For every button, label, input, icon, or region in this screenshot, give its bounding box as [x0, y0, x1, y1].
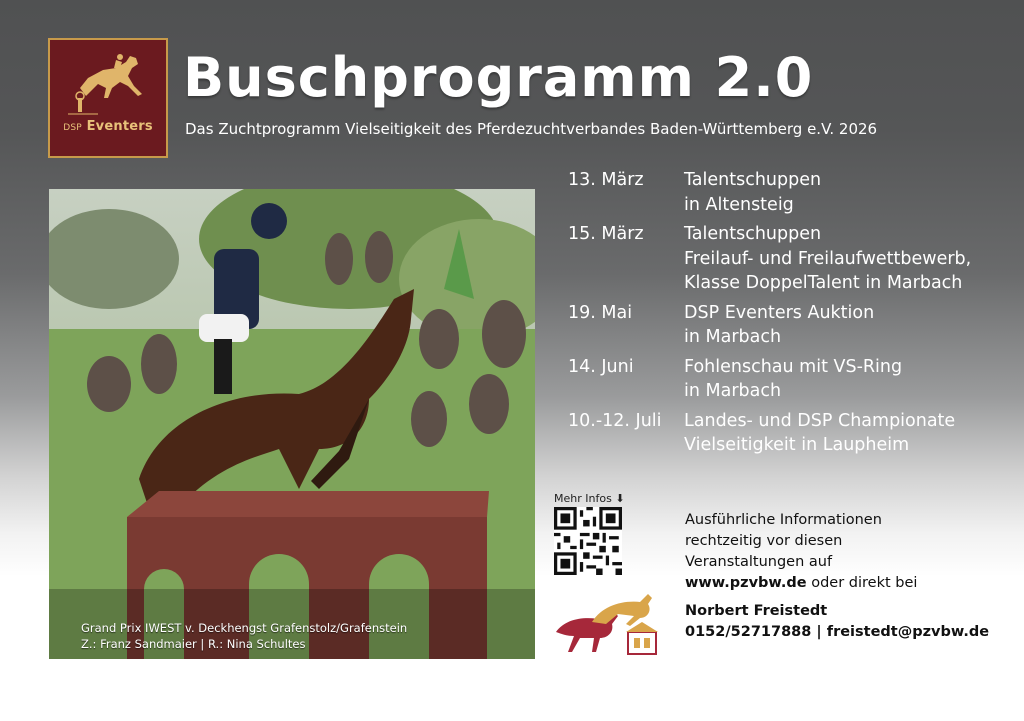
- event-item: [568, 355, 998, 404]
- horses-logo: [552, 592, 664, 662]
- page-title: Buschprogramm 2.0: [183, 46, 814, 109]
- info-line: Ausführliche Informationen: [685, 512, 882, 528]
- eventing-photo: [49, 189, 535, 659]
- caption-horse: Grand Prix IWEST v. Deckhengst Grafenstolz/Grafenstein: [81, 621, 408, 635]
- event-date: 10.-12. Juli: [568, 410, 662, 431]
- info-url-line: [685, 573, 917, 594]
- event-description: Fohlenschau mit VS-Ring in Marbach: [684, 356, 903, 401]
- dsp-eventers-logo: [48, 38, 168, 158]
- event-description: Landes- und DSP Championate Vielseitigkeit in Laupheim: [684, 410, 956, 455]
- horses-logo-icon: [552, 592, 664, 658]
- contact-name: Norbert Freistedt: [685, 603, 828, 619]
- event-date: 19. Mai: [568, 302, 633, 323]
- horse-jumper-logo-icon: [58, 48, 162, 118]
- logo-name: Eventers: [86, 119, 153, 134]
- event-description: DSP Eventers Auktion in Marbach: [684, 302, 875, 347]
- event-date: 13. März: [568, 170, 644, 190]
- event-date: 14. Juni: [568, 356, 634, 377]
- horse-jumping-illustration: [49, 189, 535, 659]
- caption-credits: Z.: Franz Sandmaier | R.: Nina Schultes: [81, 637, 306, 651]
- logo-text: [50, 119, 166, 134]
- arrow-circle-icon: ⬇: [615, 492, 625, 505]
- page-subtitle: Das Zuchtprogramm Vielseitigkeit des Pferdezuchtverbandes Baden-Württemberg e.V. 2026: [185, 120, 878, 138]
- info-line: Veranstaltungen auf: [685, 554, 833, 570]
- info-text: [685, 510, 917, 594]
- event-item: [568, 409, 998, 458]
- info-line: oder direkt bei: [806, 575, 918, 591]
- event-date: 15. März: [568, 224, 644, 244]
- logo-prefix: DSP: [63, 123, 82, 133]
- contact-block: [685, 601, 989, 643]
- info-line: rechtzeitig vor diesen: [685, 533, 843, 549]
- event-item: [568, 222, 998, 296]
- event-item: [568, 168, 998, 217]
- qr-code-icon: [554, 507, 622, 575]
- contact-phone-email[interactable]: 0152/52717888 | freistedt@pzvbw.de: [685, 624, 990, 640]
- more-info-label: [554, 492, 625, 505]
- event-list: [568, 168, 998, 463]
- more-info-text: Mehr Infos: [554, 492, 612, 505]
- event-description: Talentschuppen Freilauf- und Freilaufwettbewerb, Klasse DoppelTalent in Marbach: [684, 224, 972, 293]
- event-description: Talentschuppen in Altensteig: [684, 170, 822, 215]
- event-item: [568, 301, 998, 350]
- website-link[interactable]: www.pzvbw.de: [685, 575, 807, 591]
- qr-code[interactable]: [554, 507, 622, 575]
- photo-caption: [81, 620, 407, 652]
